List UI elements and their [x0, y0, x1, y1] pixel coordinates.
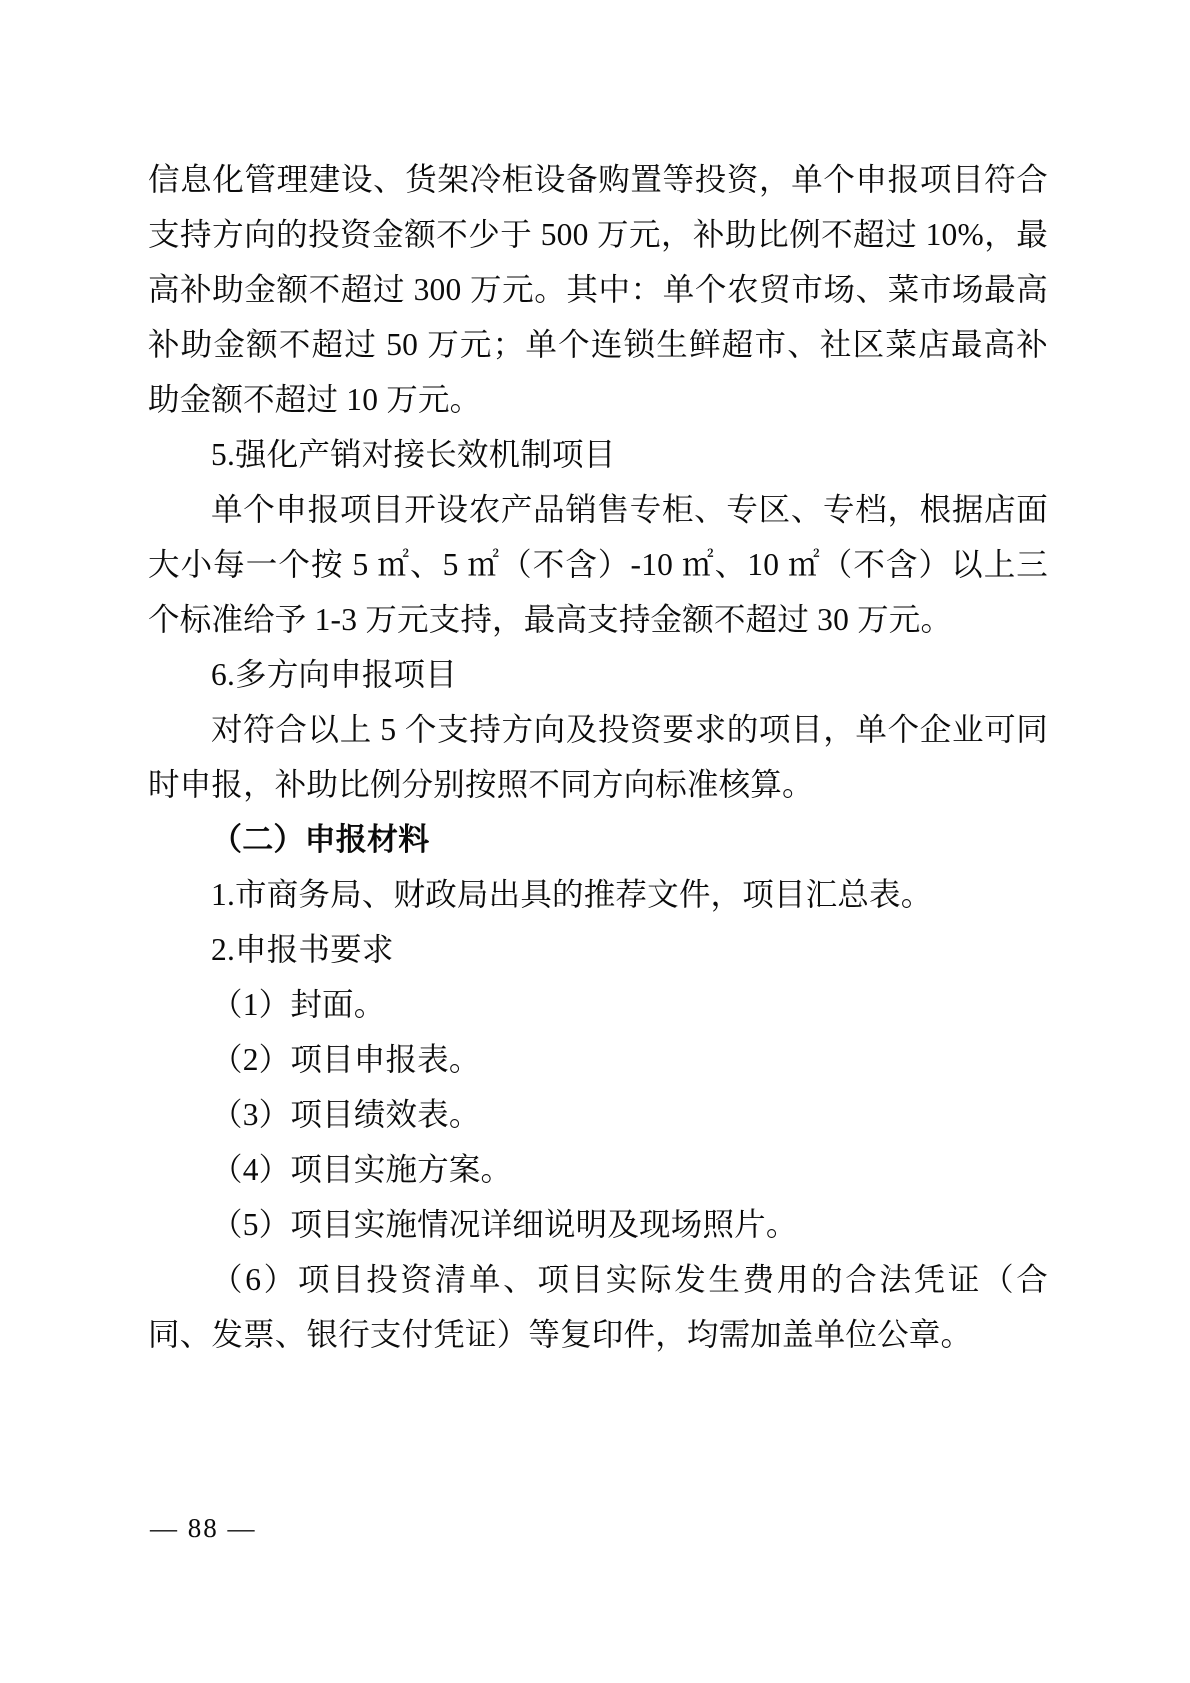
paragraph-material-2-3: （3）项目绩效表。 — [211, 1097, 481, 1132]
paragraph-material-2-6: （6）项目投资清单、项目实际发生费用的合法凭证（合同、发票、银行支付凭证）等复印件，均需加盖单位公章。 — [148, 1262, 1048, 1352]
paragraph-material-2-5: （5）项目实施情况详细说明及现场照片。 — [211, 1207, 798, 1242]
paragraph-material-2-2: （2）项目申报表。 — [211, 1042, 481, 1077]
page-number: — 88 — — [150, 1513, 257, 1543]
paragraph-material-2-4: （4）项目实施方案。 — [211, 1152, 513, 1187]
paragraph-item-5-body: 单个申报项目开设农产品销售专柜、专区、专档，根据店面大小每一个按 5 ㎡、5 ㎡（不含）-10 ㎡、10 ㎡（不含）以上三个标准给予 1-3 万元支持，最高支持金额不超过 30 万元。 — [148, 492, 1048, 637]
paragraph-material-2: 2.申报书要求 — [211, 932, 394, 967]
paragraph-continued: 信息化管理建设、货架冷柜设备购置等投资，单个申报项目符合支持方向的投资金额不少于 500 万元，补助比例不超过 10%，最高补助金额不超过 300 万元。其中：单个农贸市场、菜市场最高补助金额不超过 50 万元；单个连锁生鲜超市、社区菜店最高补助金额不超过 10 万元。 — [148, 162, 1048, 417]
paragraph-material-2-1: （1）封面。 — [211, 987, 386, 1022]
paragraph-item-5-title: 5.强化产销对接长效机制项目 — [211, 437, 616, 472]
paragraph-item-6-body: 对符合以上 5 个支持方向及投资要求的项目，单个企业可同时申报，补助比例分别按照不同方向标准核算。 — [148, 712, 1048, 802]
section-heading-application-materials: （二）申报材料 — [211, 822, 430, 857]
document-body — [148, 152, 1048, 1362]
paragraph-material-1: 1.市商务局、财政局出具的推荐文件，项目汇总表。 — [211, 877, 933, 912]
paragraph-item-6-title: 6.多方向申报项目 — [211, 657, 457, 692]
